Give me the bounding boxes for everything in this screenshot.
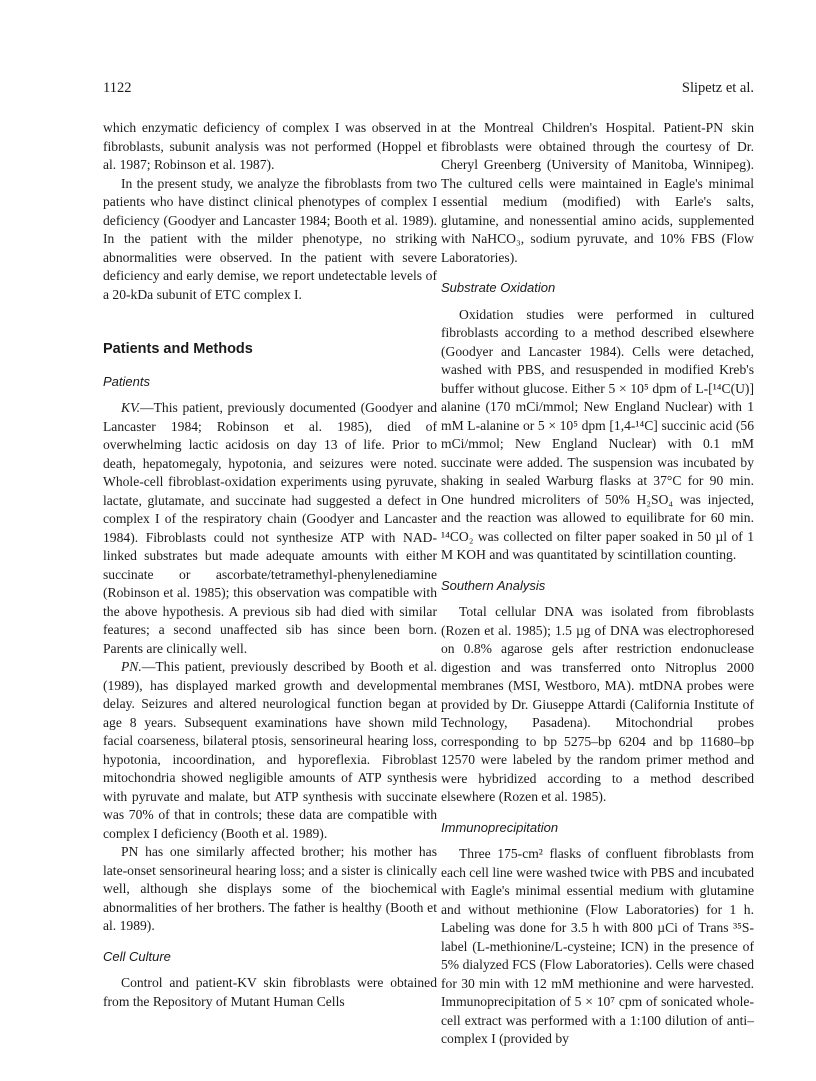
left-column <box>103 119 437 1011</box>
substrate-oxidation-paragraph: Oxidation studies were performed in cultured fibroblasts according to a method described elsewhere (Goodyer and Lancaster 1984). Cells were detached, washed with PBS, and resuspended in modified Kreb's buffer without glucose. Either 5 × 10⁵ dpm of L-[¹⁴C(U)] alanine (170 mCi/mmol; New England Nuclear) with 1 mM L-alanine or 5 × 10⁵ dpm [1,4-¹⁴C] succinic acid (56 mCi/mmol; New England Nuclear) with 0.1 mM succinate were added. The suspension was incubated by shaking in sealed Warburg flasks at 37°C for 90 min. One hundred microliters of 50% H₂SO₄ was injected, and the reaction was allowed to equilibrate for 60 min. ¹⁴CO₂ was collected on filter paper soaked in 50 µl of 1 M KOH and was quantitated by scintillation counting. <box>441 306 754 562</box>
subheading-cell-culture: Cell Culture <box>103 948 171 964</box>
southern-analysis-paragraph: Total cellular DNA was isolated from fibroblasts (Rozen et al. 1985); 1.5 µg of DNA was electrophoresed on 0.8% agarose gels after restriction endonuclease digestion and was transferred onto Nitroplus 2000 membranes (MSI, Westboro, MA). mtDNA probes were provided by Dr. Giuseppe Attardi (California Institute of Technology, Pasadena). Mitochondrial probes corresponding to bp 5275–bp 6204 and bp 11680–bp 12570 were labeled by the random primer method and were hybridized according to a method described elsewhere (Rozen et al. 1985). <box>441 604 754 804</box>
running-head: Slipetz et al. <box>681 80 754 96</box>
patient-pn-text: —This patient, previously described by Booth et al. (1989), has displayed marked growth and developmental delay. Seizures and altered neurological function began at age 8 years. Subsequent examinations have shown mild facial coarseness, bilateral ptosis, sensorineural hearing loss, hypotonia, incoordination, and hyporeflexia. Fibroblast mitochondria showed negligible amounts of ATP synthesis with pyruvate and malate, but ATP synthesis with succinate was 70% of that in controls; these data are compatible with complex I deficiency (Booth et al. 1989). <box>103 659 437 841</box>
subheading-substrate-oxidation: Substrate Oxidation <box>441 280 556 295</box>
patient-kv-label: KV. <box>121 400 141 415</box>
immunoprecipitation-paragraph: Three 175-cm² flasks of confluent fibroblasts from each cell line were washed twice with PBS and incubated with Eagle's minimal essential medium with glutamine and without methionine (Flow Laboratories) for 1 h. Labeling was done for 3.5 h with 800 µCi of Trans ³⁵S-label (L-methionine/L-cysteine; ICN) in the presence of 5% dialyzed FCS (Flow Laboratories). Cells were chased for 30 min with 12 mM methionine and were harvested. Immunoprecipitation of 5 × 10⁷ cpm of sonicated whole-cell extract was performed with a 1:100 dilution of anti–complex I (provided by <box>441 846 754 1046</box>
patient-pn-label: PN. <box>121 659 142 674</box>
patient-kv-paragraph <box>103 399 437 658</box>
intro-paragraph-continued: which enzymatic deficiency of complex I was observed in fibroblasts, subunit analysis was not performed (Hoppel et al. 1987; Robinson et al. 1987). <box>103 120 437 172</box>
subheading-patients: Patients <box>103 373 150 389</box>
page-number: 1122 <box>103 80 132 96</box>
subheading-southern-analysis: Southern Analysis <box>441 577 546 593</box>
patient-pn-paragraph <box>103 658 437 843</box>
subheading-immunoprecipitation: Immunoprecipitation <box>441 819 559 835</box>
patient-kv-text: —This patient, previously documented (Goodyer and Lancaster 1984; Robinson et al. 1985), died of overwhelming lactic acidosis on day 13 of life. Prior to death, hepatomegaly, hypotonia, and seizures were noted. Whole-cell fibroblast-oxidation experiments using pyruvate, lactate, glutamate, and succinate had suggested a defect in complex I of the respiratory chain (Goodyer and Lancaster 1984). Fibroblasts could not synthesize ATP with NAD-linked substrates but made adequate amounts with either succinate or ascorbate/tetramethyl-phenylenediamine (Robinson et al. 1985); this observation was compatible with the above hypothesis. A previous sib had died with similar features; a second unaffected sib has since been born. Parents are clinically well. <box>103 400 437 656</box>
intro-paragraph: In the present study, we analyze the fibroblasts from two patients who have distinct clinical phenotypes of complex I deficiency (Goodyer and Lancaster 1984; Booth et al. 1989). In the patient with the milder phenotype, no striking abnormalities were observed. In the patient with severe deficiency and early demise, we report undetectable levels of a 20-kDa subunit of ETC complex I. <box>103 175 437 302</box>
right-column <box>441 119 754 1049</box>
cell-culture-paragraph: Control and patient-KV skin fibroblasts were obtained from the Repository of Mutant Human Cells <box>103 975 437 1009</box>
family-paragraph: PN has one similarly affected brother; his mother has late-onset sensorineural hearing loss; and a sister is clinically well, although she displays some of the biochemical abnormalities of her brothers. The father is healthy (Booth et al. 1989). <box>103 844 437 933</box>
section-heading-patients-methods: Patients and Methods <box>103 341 253 357</box>
cell-culture-paragraph-continued: at the Montreal Children's Hospital. Patient-PN skin fibroblasts were obtained through the courtesy of Dr. Cheryl Greenberg (University of Manitoba, Winnipeg). The cultured cells were maintained in Eagle's minimal essential medium (modified) with Earle's salts, glutamine, and nonessential amino acids, supplemented with NaHCO₃, sodium pyruvate, and 10% FBS (Flow Laboratories). <box>441 120 754 265</box>
